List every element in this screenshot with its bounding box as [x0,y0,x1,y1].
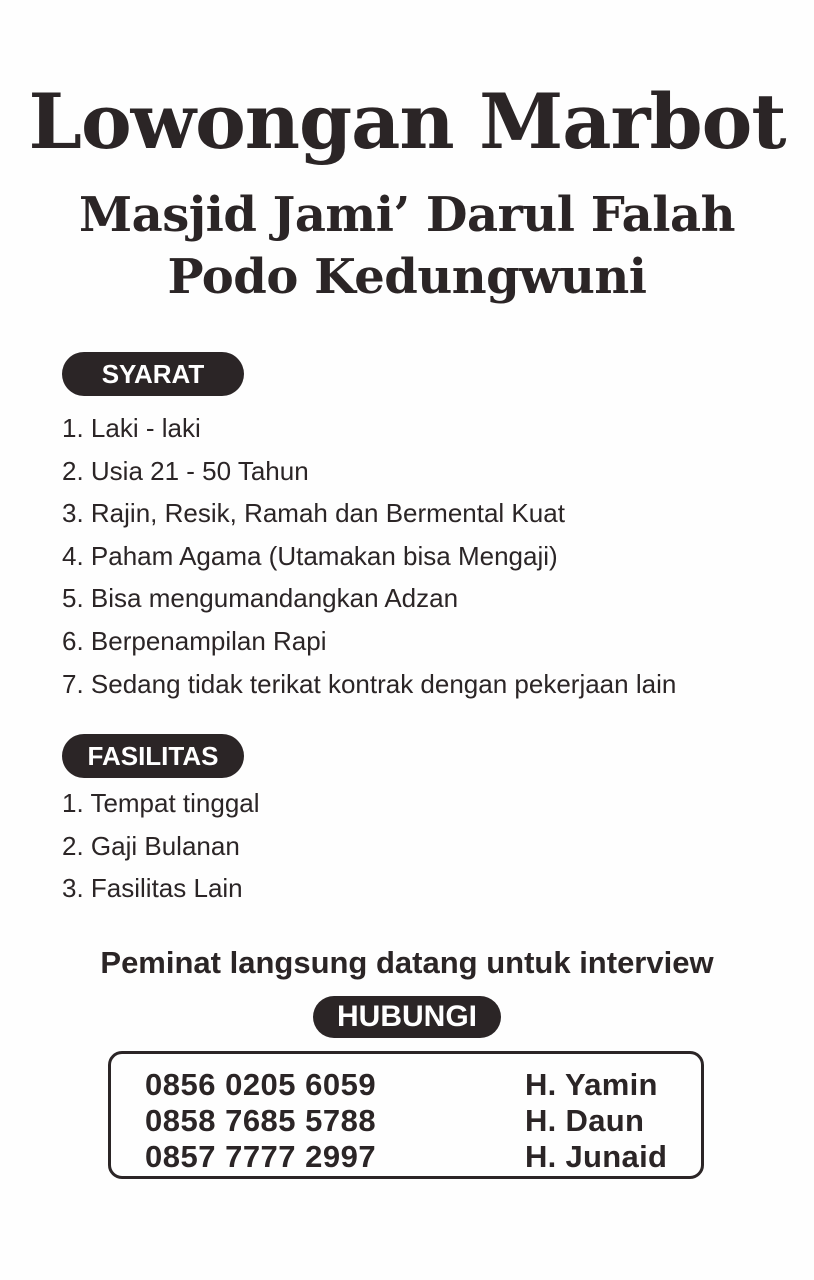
list-item: 1. Tempat tinggal [62,788,260,818]
phone-number: 0858 7685 5788 [145,1103,377,1138]
list-item: 2. Usia 21 - 50 Tahun [62,455,309,486]
contact-name: H. Yamin [525,1067,658,1102]
list-item: 2. Gaji Bulanan [62,830,240,861]
mosque-name: Masjid Jami’ Darul Falah [78,187,736,243]
fasilitas-badge: FASILITAS [62,734,244,778]
page-title: Lowongan Marbot [28,77,786,166]
syarat-badge: SYARAT [62,352,244,396]
list-item: 3. Rajin, Resik, Ramah dan Bermental Kuat [62,498,565,529]
contact-row [111,1066,701,1103]
fasilitas-list [62,782,260,910]
hubungi-badge: HUBUNGI [313,996,501,1038]
contact-name: H. Junaid [525,1139,668,1174]
list-item: 1. Laki - laki [62,413,201,443]
phone-number: 0857 7777 2997 [145,1139,377,1174]
contact-name: H. Daun [525,1103,645,1138]
phone-number: 0856 0205 6059 [145,1067,377,1102]
contact-row [111,1102,701,1139]
list-item: 3. Fasilitas Lain [62,873,243,904]
interview-note: Peminat langsung datang untuk interview [100,945,714,980]
contact-box [108,1051,704,1179]
list-item: 4. Paham Agama (Utamakan bisa Mengaji) [62,540,558,571]
contact-row [111,1138,701,1175]
syarat-list [62,407,676,705]
list-item: 5. Bisa mengumandangkan Adzan [62,583,459,614]
list-item: 6. Berpenampilan Rapi [62,625,327,656]
mosque-location: Podo Kedungwuni [167,249,647,305]
list-item: 7. Sedang tidak terikat kontrak dengan pekerjaan lain [62,668,677,699]
